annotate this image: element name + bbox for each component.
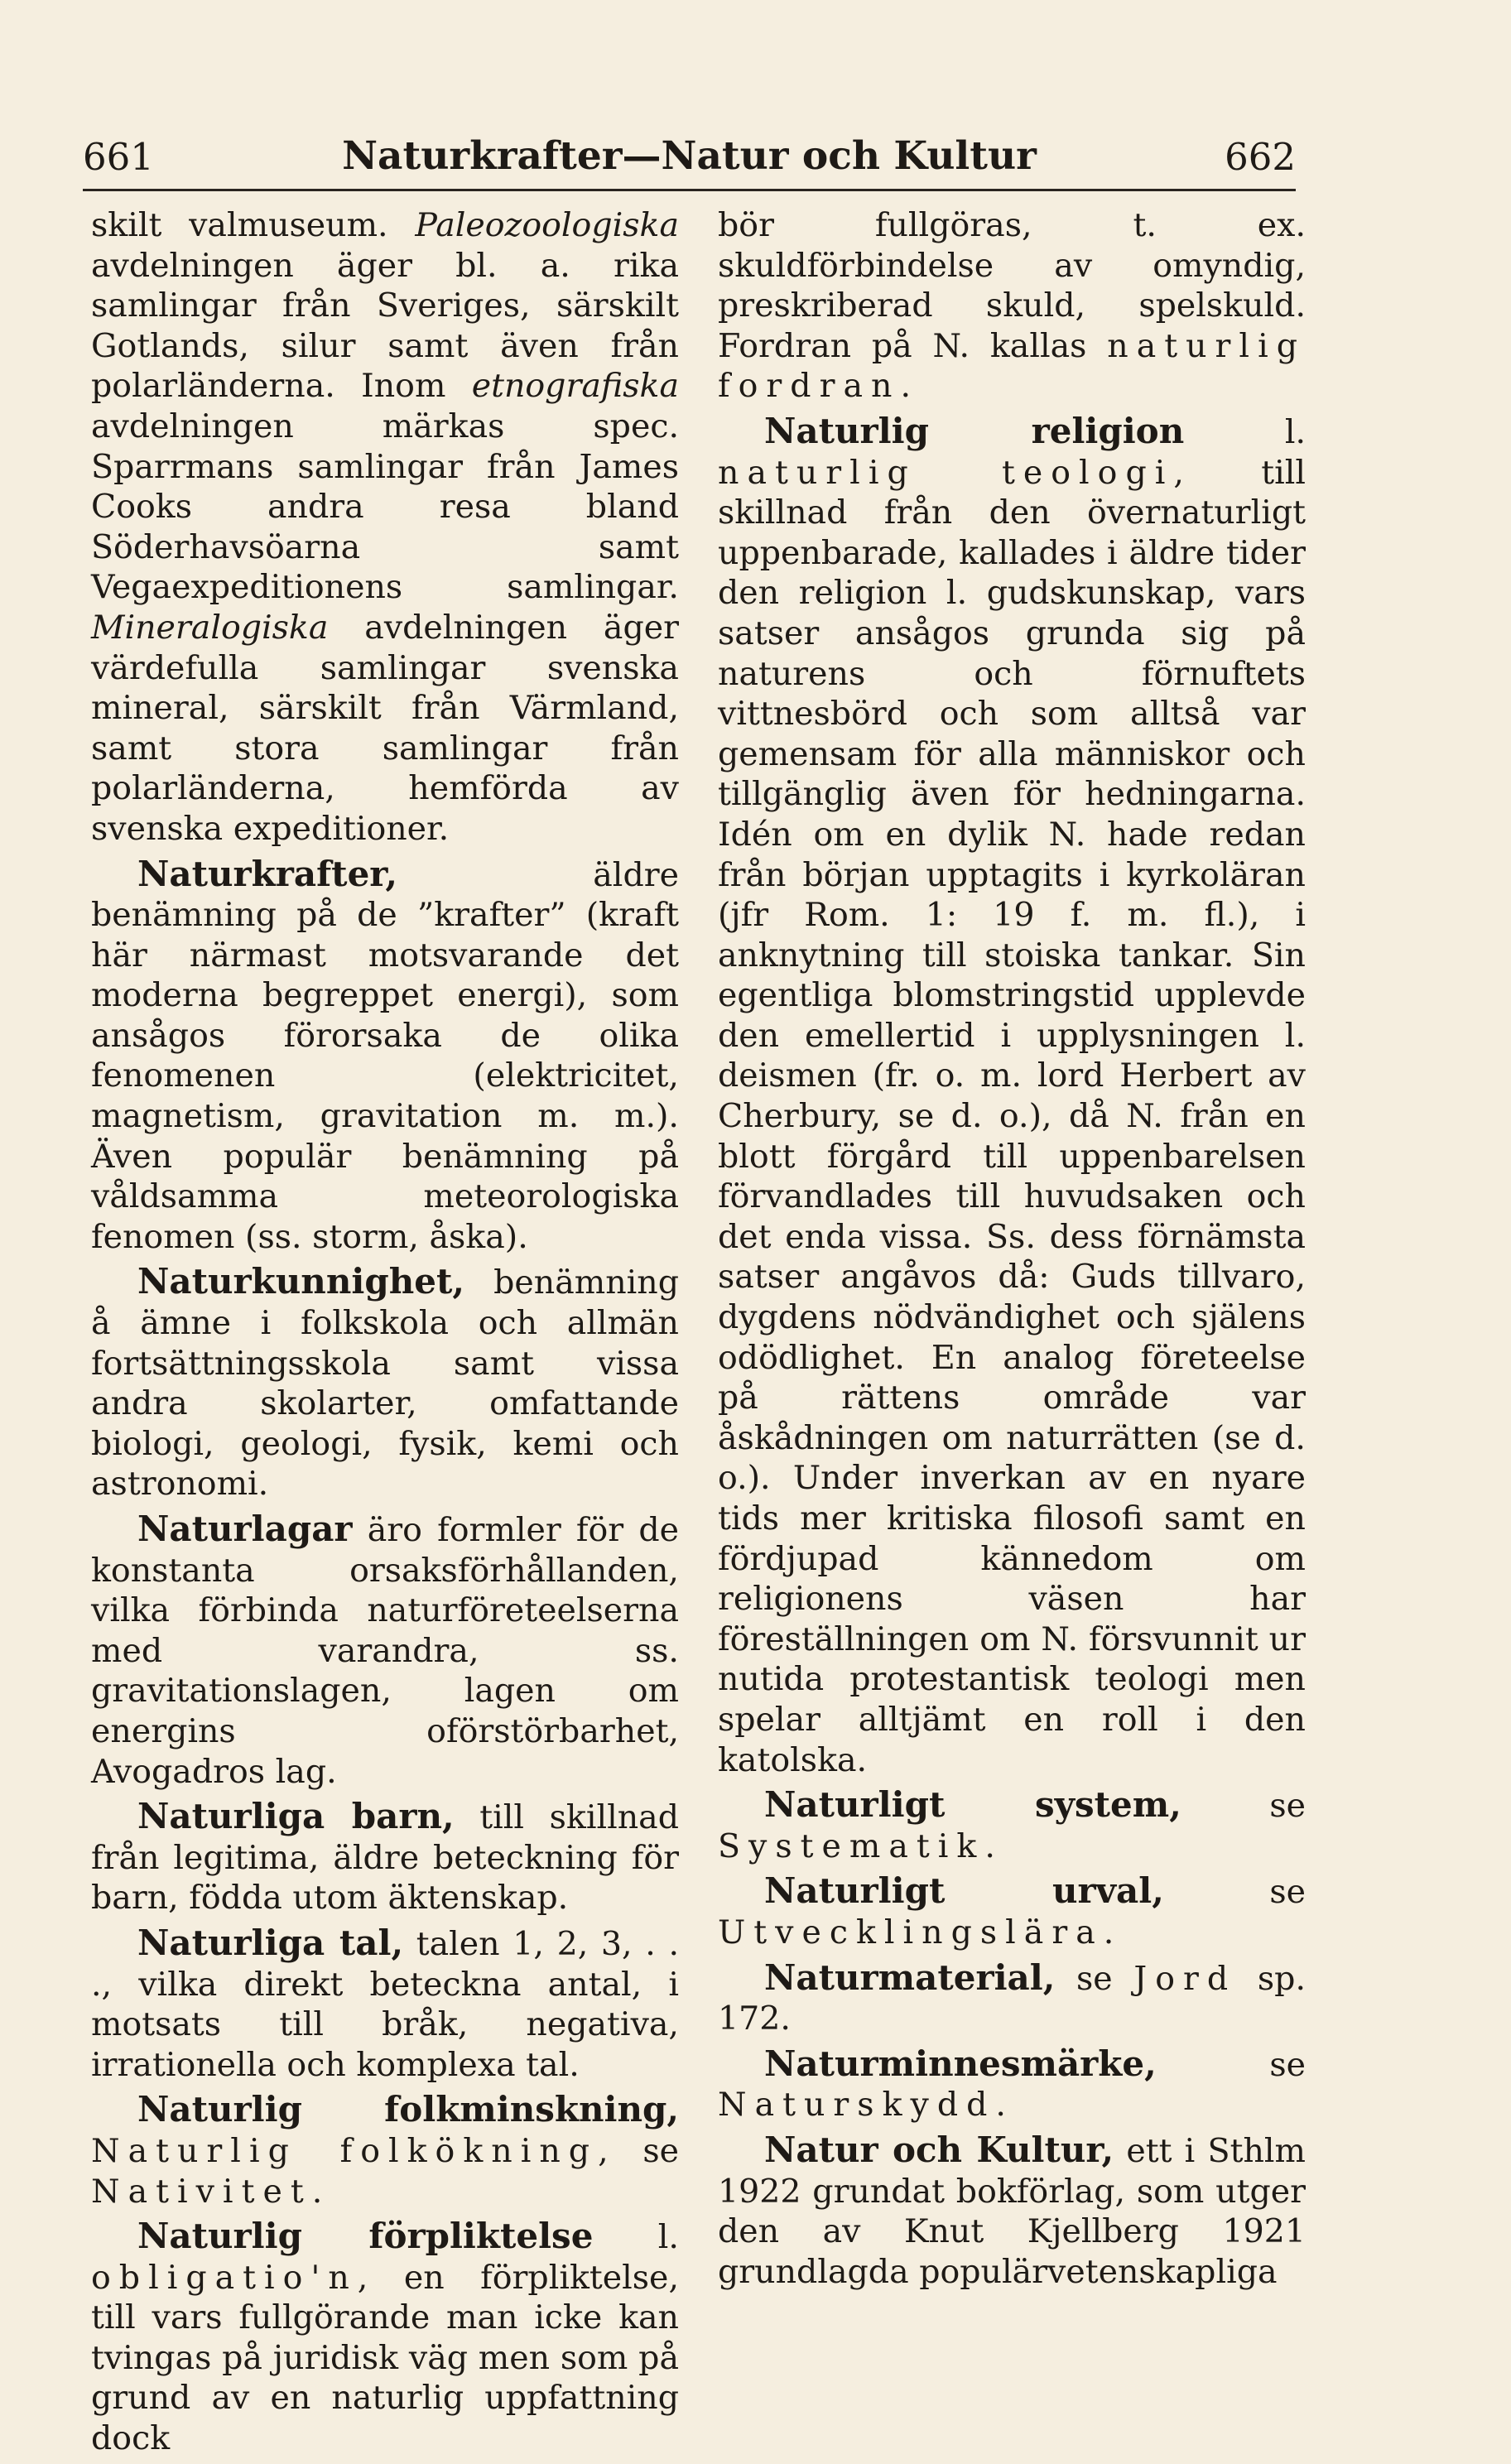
entry-naturlig-forpliktelse: Naturlig förpliktelse l. obligatio'n, en förpliktelse, till vars fullgörande man icke kan tvingas på juridisk väg men som på grund av en naturlig uppfattning dock (91, 2216, 679, 2458)
headword: Naturligt urval, (764, 1870, 1164, 1912)
running-title: Naturkrafter—Natur och Kultur (342, 133, 1037, 179)
entry-naturligt-urval: Naturligt urval, se Utvecklingslära. (718, 1870, 1306, 1951)
cross-reference[interactable]: Utvecklingslära (718, 1913, 1104, 1951)
headword: Natur och Kultur, (764, 2129, 1114, 2170)
right-column (718, 205, 1306, 2297)
headword: Naturliga tal, (137, 1922, 404, 1963)
headword: Naturlig religion (764, 410, 1185, 451)
headword: Naturminnesmärke, (764, 2043, 1157, 2084)
headword: Naturlig folkminskning, (137, 2089, 679, 2130)
cross-reference[interactable]: Naturskydd (718, 2086, 996, 2125)
cross-reference[interactable]: Jord (1133, 1959, 1237, 1998)
cross-reference[interactable]: Naturlig folkökning (91, 2131, 599, 2170)
entry-naturminnesmarke: Naturminnesmärke, se Naturskydd. (718, 2043, 1306, 2125)
entry-naturkrafter: Naturkrafter, äldre benämning på de ”krafter” (kraft här närmast motsvarande det moderna begreppet energi), som ansågos förorsaka de olika fenomenen (elektricitet, magnetism, gravitation m. m.). Även populär benämning på våldsamma meteorologiska fenomen (ss. storm, åska). (91, 853, 679, 1256)
cross-reference[interactable]: Systematik (718, 1826, 985, 1865)
entry-naturlig-religion: Naturlig religion l. naturlig teologi, till skillnad från den övernaturligt uppenbarade, kallades i äldre tider den religion l. gudskunskap, vars satser ansågos grunda sig på naturens och förnuftets vittnesbörd och som alltså var gemensam för alla människor och tillgänglig även för hedningarna. Idén om en dylik N. hade redan från början upptagits i kyrkoläran (jfr Rom. 1: 19 f. m. fl.), i anknytning till stoiska tankar. Sin egentliga blomstringstid upplevde den emellertid i upplysningen l. deismen (fr. o. m. lord Herbert av Cherbury, se d. o.), då N. från en blott förgård till uppenbarelsen förvandlades till huvudsaken och det enda vissa. Ss. dess förnämsta satser angåvos då: Guds tillvaro, dygdens nödvändighet och själens odödlighet. En analog företeelse på rättens område var åskådningen om naturrätten (se d. o.). Under inverkan av en nyare tids mer kritiska filosofi samt en fördjupad kännedom om religionens väsen har föreställningen om N. försvunnit ur nutida protestantisk teologi men spelar alltjämt en roll i den katolska. (718, 410, 1306, 1779)
entry-naturliga-tal: Naturliga tal, talen 1, 2, 3, . . ., vilka direkt beteckna antal, i motsats till bråk, negativa, irrationella och komplexa tal. (91, 1922, 679, 2084)
page-header (83, 128, 1296, 188)
headword: Naturmaterial, (764, 1956, 1056, 1998)
page-number-right: 662 (1225, 135, 1296, 179)
left-column (91, 205, 679, 2464)
spaced-term: naturlig fordran (718, 326, 1306, 406)
cross-reference[interactable]: Nativitet (91, 2172, 312, 2211)
headword: Naturlagar (137, 1509, 353, 1549)
spaced-term: naturlig teologi (718, 453, 1174, 492)
header-rule (83, 189, 1296, 191)
spaced-term: obligatio'n (91, 2258, 358, 2297)
headword: Naturkunnighet, (137, 1261, 464, 1302)
headword: Naturliga barn, (137, 1796, 455, 1837)
headword: Naturlig förpliktelse (137, 2216, 594, 2257)
entry-naturlig-forpliktelse-continuation: bör fullgöras, t. ex. skuldförbindelse av omyndig, preskriberad skuld, spelskuld. Fordran på N. kallas naturlig fordran. (718, 206, 1306, 406)
entry-naturliga-barn: Naturliga barn, till skillnad från legitima, äldre beteckning för barn, födda utom äktenskap. (91, 1796, 680, 1918)
entry-naturlagar: Naturlagar äro formler för de konstanta orsaksförhållanden, vilka förbinda naturföreteelserna med varandra, ss. gravitationslagen, lagen om energins oförstörbarhet, Avogadros lag. (91, 1509, 679, 1791)
page-number-left: 661 (83, 135, 154, 179)
headword: Naturligt system, (764, 1784, 1181, 1826)
entry-naturlig-folkminskning: Naturlig folkminskning, Naturlig folkökning, se Nativitet. (91, 2089, 679, 2211)
headword: Naturkrafter, (137, 853, 397, 894)
entry-naturligt-system: Naturligt system, se Systematik. (718, 1784, 1306, 1865)
entry-naturkunnighet: Naturkunnighet, benämning å ämne i folkskola och allmän fortsättningsskola samt vissa andra skolarter, omfattande biologi, geologi, fysik, kemi och astronomi. (91, 1261, 679, 1504)
entry-naturmaterial: Naturmaterial, se Jord sp. 172. (718, 1956, 1306, 2038)
entry-natur-och-kultur: Natur och Kultur, ett i Sthlm 1922 grundat bokförlag, som utger den av Knut Kjellberg 1921 grundlagda populärvetenskapliga (718, 2129, 1306, 2291)
entry-riksmuseum-continuation: skilt valmuseum. Paleozoologiska avdelningen äger bl. a. rika samlingar från Sveriges, särskilt Gotlands, silur samt även från polarländerna. Inom etnografiska avdelningen märkas spec. Sparrmans samlingar från James Cooks andra resa bland Söderhavsöarna samt Vegaexpeditionens samlingar. Mineralogiska avdelningen äger värdefulla samlingar svenska mineral, särskilt från Värmland, samt stora samlingar från polarländerna, hemförda av svenska expeditioner. (91, 206, 679, 848)
